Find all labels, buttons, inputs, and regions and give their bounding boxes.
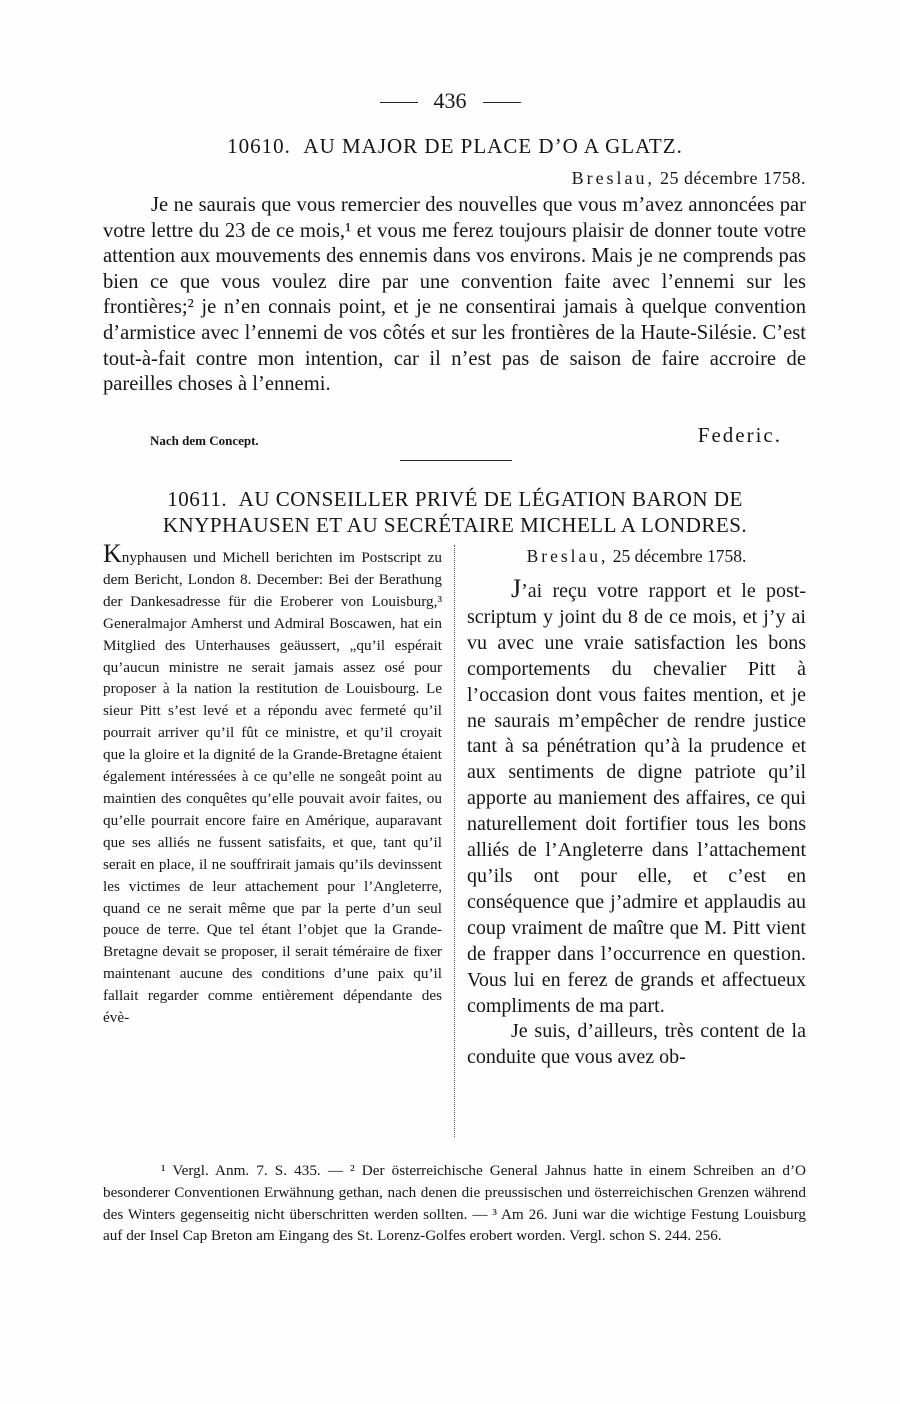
letter-10610-heading [100, 134, 810, 159]
letter-body-text: Je ne saurais que vous remercier des nouvelles que vous m’avez annoncées par votre lettre du 23 de ce mois,¹ et vous me ferez toujours plaisir de donner toute votre attention aux mouvements des ennemis dans vos environs. Mais je ne comprends pas bien ce que vous voulez dire par une convention faite avec l’ennemi sur les frontières;² je n’en connais point, et je ne consentirai jamais à quelque convention d’armistice avec l’ennemi de vos côtés et sur les frontières de la Haute-Silésie. C’est tout-à-fait contre mon intention, car il n’est pas de saison de faire accroire de pareilles choses à l’ennemi. [103, 194, 806, 396]
summary-body: nyphausen und Michell berichten im Postscript zu dem Bericht, London 8. December: Bei der Berathung der Dankesadresse für die Eroberer von Louisburg,³ Generalmajor Amherst und Admiral Boscawen, hat ein Mitglied des Unterhauses geäussert, „qu’il espérait qu’aucun ministre ne serait jamais assez osé pour proposer à la nation la restitution de Louisbourg. Le sieur Pitt s’est levé et a répondu avec fermeté qu’il pourrait arriver qu’il fût ce ministre, et qu’il croyait que la gloire et la dignité de la Grande-Bretagne étaient également intéressées à ce qu’elle ne songeât point au maintien des conquêtes qu’elle pouvait avoir faites, ou qu’elle pourrait encore faire en Amérique, auparavant que ses alliés ne fussent satisfaits, et que, tant qu’il serait en place, il ne souffrirait jamais qu’ils devinssent les victimes de leur attachement pour l’Angleterre, quand ce ne serait même que par la perte d’un seul pouce de terre. Que tel étant l’objet que la Grande-Bretagne devait se proposer, il serait téméraire de fixer maintenant aucune des conditions d’une paix qu’il fallait regarder comme entièrement dépendante des évè- [103, 549, 442, 1027]
letter-10610-body [103, 193, 806, 398]
dateline-place: Breslau, [526, 546, 609, 566]
heading-line-1 [100, 486, 810, 512]
letter-number: 10611. [167, 487, 228, 511]
letter-title: AU MAJOR DE PLACE D’O A GLATZ. [303, 134, 683, 158]
dateline-place: Breslau, [571, 168, 656, 188]
source-note: Nach dem Concept. [150, 433, 259, 448]
body-initial: J [511, 574, 522, 603]
letter-10611-column [467, 545, 806, 1071]
column-divider [454, 545, 455, 1137]
letter-title-line-2: KNYPHAUSEN ET AU SECRÉTAIRE MICHELL A LONDRES. [162, 513, 748, 537]
footnotes [103, 1160, 806, 1247]
letter-paragraph-1 [467, 576, 806, 1019]
letter-10611-heading [100, 486, 810, 538]
body-paragraph-1: ’ai reçu votre rapport et le post-scriptum y joint du 8 de ce mois, et j’y ai vu avec une vraie satisfaction les bons comportements du chevalier Pitt à l’occasion dont vous faites mention, et je ne saurais m’empêcher de rendre justice tant à sa pénétration qu’à la prudence et aux sentiments de digne patriote qu’il apporte au maniement des affaires, ce qui naturellement doit fortifier tous les bons alliés de l’Angleterre dans l’attachement qu’ils ont pour elle, et c’est en conséquence que j’admire et applaudis au coup vraiment de maître que M. Pitt vient de frapper dans l’occurrence en question. Vous lui en ferez de grands et affectueux compliments de ma part. [467, 580, 806, 1017]
header-rule-left [380, 102, 418, 103]
letter-10611-dateline [467, 545, 806, 567]
summary-column [103, 539, 442, 1029]
footnotes-text: ¹ Vergl. Anm. 7. S. 435. — ² Der österreichische General Jahnus hatte in einem Schreiben an d’O besonderer Conventionen Erwähnung gethan, nach denen die preussischen und österreichischen Grenzen während des Winters gegenseitig nicht überschritten werden sollten. — ³ Am 26. Juni war die wichtige Festung Louisburg auf der Insel Cap Breton am Eingang des St. Lorenz-Golfes erobert worden. Vergl. schon S. 244. 256. [103, 1162, 806, 1245]
letter-10610-dateline [572, 168, 806, 189]
signature: Federic. [697, 423, 782, 447]
section-divider [400, 460, 512, 461]
summary-initial: K [103, 539, 122, 568]
page-header [0, 88, 900, 114]
summary-text [103, 539, 442, 1029]
page-number: 436 [433, 88, 467, 113]
header-rule-right [483, 102, 521, 103]
letter-title-line-1: AU CONSEILLER PRIVÉ DE LÉGATION BARON DE [238, 487, 743, 511]
dateline-date: 25 décembre 1758. [660, 168, 806, 188]
letter-number: 10610. [227, 134, 291, 158]
letter-paragraph-2: Je suis, d’ailleurs, très content de la conduite que vous avez ob- [467, 1020, 806, 1069]
dateline-date: 25 décembre 1758. [612, 546, 747, 566]
